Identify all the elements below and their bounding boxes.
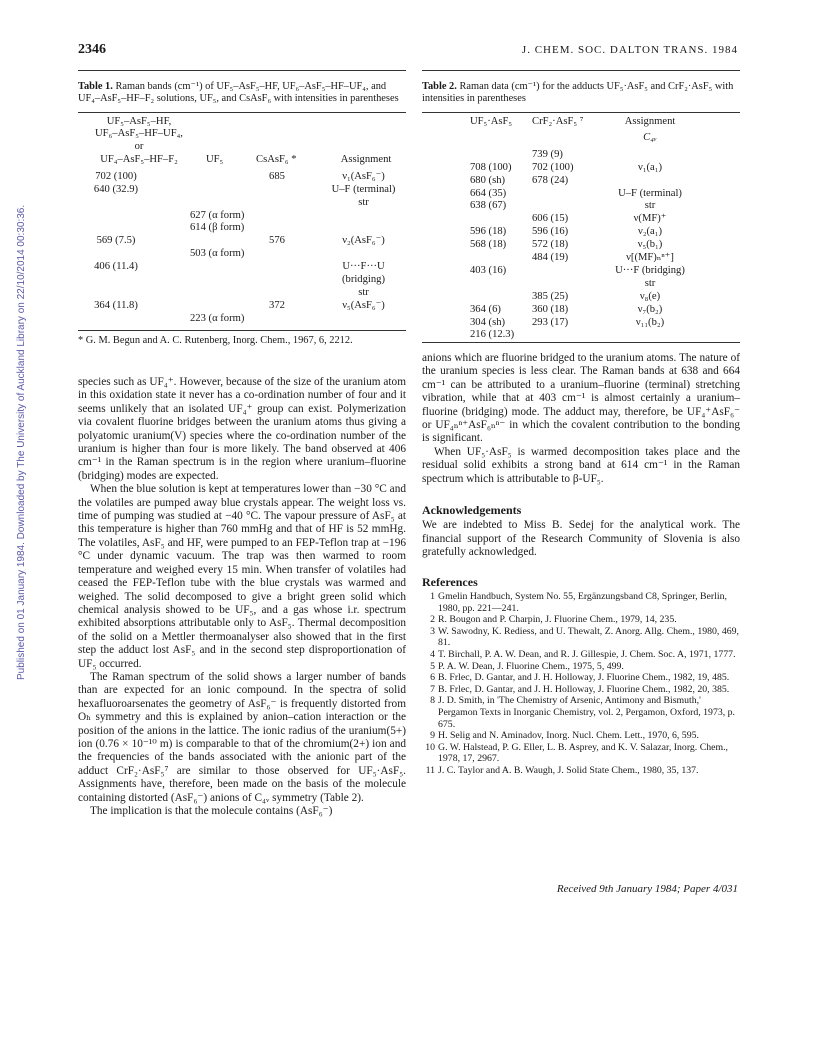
table2-cell: ν₁₁(b₂)	[635, 316, 665, 328]
reference-text: Gmelin Handbuch, System No. 55, Ergänzungsband C8, Springer, Berlin, 1980, pp. 221—241.	[438, 591, 727, 614]
reference-number: 4	[430, 649, 435, 661]
reference-item	[422, 672, 740, 684]
paragraph: The implication is that the molecule contains (AsF₆⁻)	[90, 805, 333, 817]
table2-cell: 638 (67)	[470, 200, 507, 212]
table2-cell: ν₂(a₁)	[638, 226, 662, 238]
table1-cell: 503 (α form)	[190, 248, 245, 260]
table2-cell: ν(MF)⁺	[633, 213, 667, 225]
table1-cell: 372	[269, 299, 285, 311]
reference-number: 10	[425, 741, 435, 753]
table-2-caption-text: Raman data (cm⁻¹) for the adducts UF₅·AsF₅ and CrF₂·AsF₅ with intensities in parentheses	[422, 81, 734, 105]
right-body	[422, 352, 740, 777]
table-2-symmetry: C₄ᵥ	[643, 131, 657, 143]
download-stamp-text: Published on 01 January 1984. Downloaded by The University of Auckland Library on 22/10/2014 00:30:36.	[16, 204, 27, 680]
table2-cell: 596 (16)	[532, 226, 569, 238]
table2-cell: 572 (18)	[532, 239, 569, 251]
table2-cell: 385 (25)	[532, 290, 569, 302]
table2-cell: 680 (sh)	[470, 174, 506, 186]
table1-cell: U–F (terminal)	[331, 183, 396, 195]
reference-number: 2	[430, 614, 435, 626]
reference-number: 3	[430, 625, 435, 637]
table-2-head-crf2asf5: CrF₂·AsF₅ ⁷	[532, 115, 584, 127]
journal-header: J. CHEM. SOC. DALTON TRANS. 1984	[521, 44, 738, 56]
reference-item	[422, 649, 740, 661]
table2-cell: 293 (17)	[532, 316, 569, 328]
references-list	[422, 591, 740, 777]
table-2-body	[422, 115, 740, 341]
table2-cell: 360 (18)	[532, 303, 569, 315]
table1-cell: 627 (α form)	[190, 209, 245, 221]
table2-cell: str	[644, 277, 656, 289]
table2-cell: ν₁(a₁)	[638, 161, 662, 173]
table2-cell: 678 (24)	[532, 174, 569, 186]
table-2-head-assignment: Assignment	[624, 115, 676, 127]
paragraph: species such as UF₄⁺. However, because of the size of the uranium atom in this oxidation state it never has a co-ordination number of four and it seems unlikely that an isolated UF₄⁺ group can exist. Polymerization via covalent fluorine bridges between the uranium atoms thus giving a polyatomic uranium(V) species where the co-ordination number of the uranium is higher than four is more likely. The band observed at 406 cm⁻¹ in the Raman spectrum is in the region where uranium–fluorine (bridging) modes are expected.	[78, 376, 406, 482]
download-stamp	[4, 120, 27, 680]
table-1-head-line: UF₄–AsF₅–HF–F₂	[100, 153, 178, 165]
reference-text: B. Frlec, D. Gantar, and J. H. Holloway, J. Fluorine Chem., 1982, 20, 385.	[438, 683, 730, 695]
table-1-head-csasf6: CsAsF₆ *	[256, 153, 297, 165]
table-1-head-uf5: UF₅	[206, 153, 224, 165]
table2-cell: 304 (sh)	[470, 316, 506, 328]
table1-cell: 685	[269, 170, 285, 182]
reference-item	[422, 661, 740, 673]
reference-number: 9	[430, 730, 435, 742]
table2-cell: 484 (19)	[532, 252, 569, 263]
table2-cell: 568 (18)	[470, 239, 507, 251]
paragraph: When UF₅·AsF₅ is warmed decomposition takes place and the residual solid exhibits a strong band at 614 cm⁻¹ in the Raman spectrum which is attributable to β-UF₅.	[422, 445, 740, 485]
reference-item	[422, 730, 740, 742]
table-1	[78, 70, 406, 347]
table-1-head-line: UF₅–AsF₅–HF,	[106, 115, 172, 127]
table-2-caption	[422, 81, 740, 106]
table1-cell: ν₁(AsF₆⁻)	[342, 170, 385, 182]
acknowledgements-text: We are indebted to Miss B. Sedej for the analytical work. The financial support of the Research Community of Slovenia is also gratefully acknowledged.	[422, 519, 740, 559]
reference-number: 6	[430, 672, 435, 684]
reference-item	[422, 614, 740, 626]
paragraph: The Raman spectrum of the solid shows a larger number of bands than are expected for an ionic compound. In the spectra of solid hexafluoroarsenates the geometry of AsF₆⁻ is frequently distorted from Oₕ symmetry and this is explained by anion–cation interaction or the position of the anions in the lattice. The ionic radius of the uranium(5+) ion (0.76 × 10⁻¹⁰ m) is comparable to that of the chromium(2+) ion and the frequencies of the bands associated with the anionic part of the adduct CrF₂·AsF₅⁷ are similar to those observed for UF₅·AsF₅. Assignments have, therefore, been made on the basis of the molecule containing distorted (AsF₆⁻) anions of C₄ᵥ symmetry (Table 2).	[78, 670, 406, 804]
table-2	[422, 70, 740, 343]
references-heading: References	[422, 574, 478, 589]
table-2-head-rule	[422, 112, 740, 113]
reference-item	[422, 684, 740, 696]
table2-cell: 664 (35)	[470, 187, 507, 199]
table1-cell: 406 (11.4)	[94, 261, 138, 273]
table-1-head-rule	[78, 112, 406, 113]
table-1-head-line: UF₆–AsF₅–HF–UF₄,	[95, 128, 183, 140]
table2-cell: 606 (15)	[532, 213, 569, 225]
table-1-caption-text: Raman bands (cm⁻¹) of UF₅–AsF₅–HF, UF₆–AsF₅–HF–UF₄, and UF₄–AsF₅–HF–F₂ solutions, UF₅, and CsAsF₆ with intensities in parentheses	[78, 81, 399, 105]
page-number: 2346	[78, 42, 106, 57]
reference-text: H. Selig and N. Aminadov, Inorg. Nucl. Chem. Lett., 1970, 6, 595.	[438, 730, 699, 742]
table1-cell: 614 (β form)	[190, 222, 245, 234]
table2-cell: 364 (6)	[470, 303, 501, 315]
table1-cell: ν₂(AsF₆⁻)	[342, 235, 385, 247]
table2-cell: 216 (12.3)	[470, 329, 515, 341]
acknowledgements-heading: Acknowledgements	[422, 503, 522, 518]
table1-cell: str	[358, 196, 369, 208]
table-1-head-solutions	[78, 116, 200, 166]
reference-item	[422, 626, 740, 649]
reference-text: G. W. Halstead, P. G. Eller, L. B. Asprey, and K. V. Salazar, Inorg. Chem., 1978, 17, 2967.	[438, 741, 729, 765]
table2-cell: str	[644, 200, 656, 212]
received-date: Received 9th January 1984; Paper 4/031	[556, 883, 738, 895]
table-1-caption-label: Table 1.	[78, 81, 113, 92]
paragraph: When the blue solution is kept at temperatures lower than −30 °C and the volatiles are pumped away blue crystals appear. The weight loss vs. time of pumping was studied at −40 °C. The vapour pressure of AsF₅ at this temperature is higher than 760 mmHg and that of HF is 52 mmHg. The volatiles, AsF₅ and HF, were pumped to an FEP-Teflon trap at −196 °C under dynamic vacuum. The trap was then warmed to room temperature and weighed every 15 min. When transfer of volatiles had ceased the FEP-Teflon tube with the blue crystals was warmed and weighed. The solid decomposed to give a bright green solid which chemical analysis showed to be UF₅, and a gas whose i.r. spectrum exhibited absorptions attributable only to AsF₅. Thermal decomposition of the solid on a Mettler thermoanalyser also showed that in the first step the adduct lost AsF₅ and in the second step disproportionation of UF₅ occurred.	[78, 483, 406, 670]
reference-text: J. C. Taylor and A. B. Waugh, J. Solid State Chem., 1980, 35, 137.	[438, 765, 699, 776]
table1-cell: 223 (α form)	[190, 312, 245, 324]
table-1-head-assignment: Assignment	[340, 153, 392, 165]
reference-text: W. Sawodny, K. Rediess, and U. Thewalt, Z. Anorg. Allg. Chem., 1980, 469, 81.	[438, 625, 739, 649]
reference-number: 1	[430, 591, 435, 603]
table-2-head-uf5asf5: UF₅·AsF₅	[470, 115, 513, 127]
reference-item	[422, 765, 740, 777]
paragraph: anions which are fluorine bridged to the uranium atoms. The nature of the uranium species is less clear. The Raman bands at 638 and 664 cm⁻¹ can be attributed to a uranium–fluorine (terminal) stretching vibration, while that at 403 cm⁻¹ is almost certainly a uranium–fluorine (bridging) mode. The adduct may, therefore, be UF₄⁺AsF₆⁻ or UF₄ₙⁿ⁺AsF₆ₙⁿ⁻ in which the covalent contribution to the bonding is significant.	[422, 352, 740, 445]
table2-cell: 403 (16)	[470, 264, 507, 276]
table1-cell: 364 (11.8)	[94, 299, 138, 311]
table2-cell: ν₈(e)	[639, 290, 661, 302]
table-2-top-rule	[422, 70, 740, 71]
table2-cell: U···F (bridging)	[615, 264, 685, 276]
reference-item	[422, 695, 740, 730]
table2-cell: U–F (terminal)	[618, 187, 682, 199]
table2-cell: 739 (9)	[532, 148, 563, 160]
reference-item	[422, 591, 740, 614]
table-2-caption-label: Table 2.	[422, 81, 457, 92]
table1-cell: (bridging)	[342, 274, 385, 285]
reference-text: P. A. W. Dean, J. Fluorine Chem., 1975, 5, 499.	[438, 660, 624, 672]
table2-cell: ν₇(b₂)	[637, 303, 663, 315]
table-1-bottom-rule	[78, 330, 406, 331]
reference-number: 5	[430, 660, 435, 672]
table1-cell: 576	[269, 235, 285, 247]
reference-text: B. Frlec, D. Gantar, and J. H. Holloway, J. Fluorine Chem., 1982, 19, 485.	[438, 672, 730, 684]
table1-cell: 702 (100)	[95, 170, 137, 182]
reference-number: 11	[425, 765, 435, 776]
table1-cell: 640 (32.9)	[93, 183, 139, 195]
reference-text: J. D. Smith, in 'The Chemistry of Arsenic, Antimony and Bismuth,' Pergamon Texts in Inorganic Chemistry, vol. 2, Pergamon, Oxford, 1973, p. 675.	[438, 695, 736, 730]
table2-cell: 702 (100)	[532, 161, 574, 173]
table2-cell: ν[(MF)ₙⁿ⁺]	[626, 252, 674, 263]
left-body	[78, 376, 406, 818]
table2-cell: 596 (18)	[470, 226, 507, 238]
table1-cell: ν₅(AsF₆⁻)	[342, 299, 385, 311]
reference-number: 7	[430, 683, 435, 695]
table-1-top-rule	[78, 70, 406, 71]
table1-cell: U···F···U	[342, 261, 385, 273]
table2-cell: ν₅(b₁)	[637, 239, 663, 251]
reference-text: R. Bougon and P. Charpin, J. Fluorine Chem., 1979, 14, 235.	[438, 614, 677, 626]
table1-cell: 569 (7.5)	[96, 235, 136, 247]
reference-number: 8	[430, 695, 435, 707]
table-1-footnote: * G. M. Begun and A. C. Rutenberg, Inorg. Chem., 1967, 6, 2212.	[78, 334, 353, 346]
table-1-caption	[78, 81, 406, 106]
table2-cell: 708 (100)	[470, 161, 512, 173]
table-1-head-line: or	[134, 141, 144, 152]
reference-text: T. Birchall, P. A. W. Dean, and R. J. Gillespie, J. Chem. Soc. A, 1971, 1777.	[438, 649, 736, 661]
reference-item	[422, 742, 740, 765]
table1-cell: str	[358, 286, 369, 298]
table-1-body	[78, 116, 406, 326]
